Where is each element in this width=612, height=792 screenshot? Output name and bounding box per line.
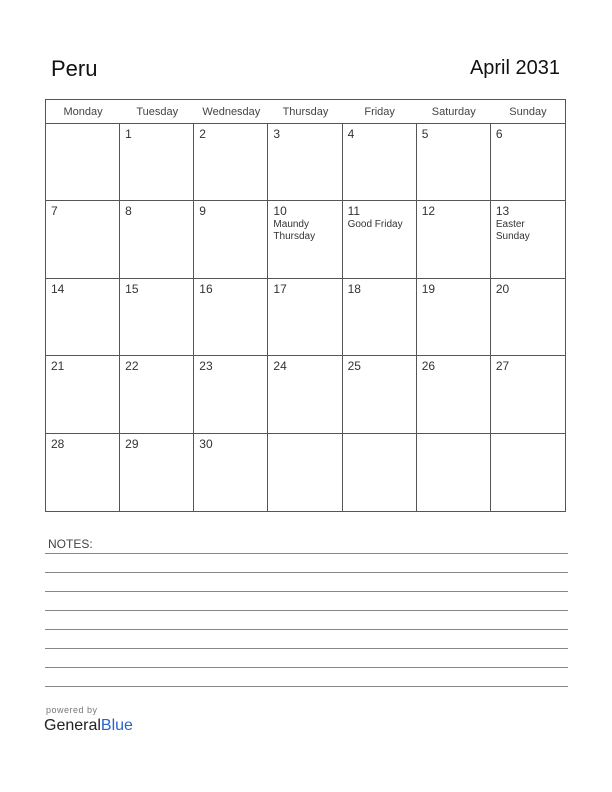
day-cell[interactable] bbox=[194, 201, 268, 278]
day-number: 21 bbox=[51, 359, 65, 374]
day-cell[interactable] bbox=[417, 279, 491, 356]
day-cell[interactable] bbox=[120, 279, 194, 356]
country-title: Peru bbox=[51, 56, 98, 81]
day-number: 12 bbox=[421, 204, 436, 219]
note-line bbox=[45, 667, 568, 668]
day-number: 22 bbox=[125, 359, 139, 374]
day-number: 14 bbox=[51, 281, 65, 296]
day-number: 25 bbox=[347, 359, 361, 374]
weekday-thursday: Thursday bbox=[282, 106, 329, 118]
day-cell[interactable] bbox=[120, 356, 194, 433]
day-cell[interactable] bbox=[268, 279, 342, 356]
day-cell[interactable] bbox=[491, 124, 565, 201]
weekday-wednesday: Wednesday bbox=[202, 106, 261, 118]
day-number: 20 bbox=[495, 281, 510, 296]
day-number: 5 bbox=[421, 127, 429, 141]
note-line bbox=[45, 572, 568, 573]
day-cell[interactable] bbox=[343, 434, 417, 511]
weekday-friday: Friday bbox=[364, 106, 395, 118]
day-cell[interactable] bbox=[417, 124, 491, 201]
day-number: 23 bbox=[199, 359, 213, 374]
day-number: 11 bbox=[347, 204, 361, 219]
holiday-label: Maundy Thursday bbox=[273, 219, 316, 243]
day-cell[interactable] bbox=[343, 201, 417, 278]
day-cell[interactable] bbox=[268, 124, 342, 201]
day-number: 9 bbox=[199, 204, 206, 219]
day-number: 15 bbox=[125, 281, 139, 296]
note-line bbox=[45, 591, 568, 592]
day-cell[interactable] bbox=[491, 279, 565, 356]
notes-label: NOTES: bbox=[48, 537, 93, 551]
day-number: 16 bbox=[199, 281, 213, 296]
holiday-label: Good Friday bbox=[347, 219, 403, 231]
month-year-title: April 2031 bbox=[469, 57, 560, 79]
day-cell[interactable] bbox=[491, 201, 565, 278]
day-cell[interactable] bbox=[194, 279, 268, 356]
holiday-label: Easter Sunday bbox=[495, 219, 530, 243]
note-line bbox=[45, 629, 568, 630]
day-cell[interactable] bbox=[268, 356, 342, 433]
powered-by-text: powered by bbox=[46, 705, 98, 715]
weekday-saturday: Saturday bbox=[431, 106, 476, 118]
note-line bbox=[45, 610, 568, 611]
note-line bbox=[45, 686, 568, 687]
weekday-sunday: Sunday bbox=[509, 106, 547, 118]
day-number: 24 bbox=[273, 359, 287, 374]
day-cell[interactable] bbox=[343, 124, 417, 201]
day-cell[interactable] bbox=[46, 434, 120, 511]
day-cell[interactable] bbox=[120, 124, 194, 201]
day-number: 1 bbox=[125, 127, 132, 141]
day-number: 30 bbox=[199, 436, 213, 451]
day-cell[interactable] bbox=[343, 356, 417, 433]
calendar-body bbox=[46, 124, 565, 511]
day-cell[interactable] bbox=[417, 356, 491, 433]
day-cell[interactable] bbox=[268, 434, 342, 511]
calendar-grid bbox=[45, 99, 566, 512]
day-number: 10 bbox=[273, 204, 287, 219]
day-cell[interactable] bbox=[343, 279, 417, 356]
day-cell[interactable] bbox=[194, 124, 268, 201]
day-cell[interactable] bbox=[46, 124, 120, 201]
day-cell[interactable] bbox=[46, 201, 120, 278]
day-cell[interactable] bbox=[417, 201, 491, 278]
note-line bbox=[45, 553, 568, 554]
day-number: 2 bbox=[199, 127, 206, 141]
day-cell[interactable] bbox=[194, 356, 268, 433]
day-number: 18 bbox=[347, 281, 361, 296]
day-number: 6 bbox=[495, 127, 503, 141]
day-cell[interactable] bbox=[46, 356, 120, 433]
day-number: 19 bbox=[421, 281, 436, 296]
day-cell[interactable] bbox=[120, 201, 194, 278]
day-number: 29 bbox=[125, 436, 139, 451]
day-cell[interactable] bbox=[491, 434, 565, 511]
day-cell[interactable] bbox=[46, 279, 120, 356]
day-cell[interactable] bbox=[491, 356, 565, 433]
weekday-header-row bbox=[46, 100, 565, 124]
day-number: 7 bbox=[51, 204, 58, 219]
brand-blue: Blue bbox=[100, 717, 133, 734]
day-number: 17 bbox=[273, 281, 287, 296]
note-line bbox=[45, 648, 568, 649]
day-number: 27 bbox=[495, 359, 510, 374]
day-cell[interactable] bbox=[194, 434, 268, 511]
day-number: 28 bbox=[51, 436, 65, 451]
day-number: 13 bbox=[495, 204, 510, 219]
day-cell[interactable] bbox=[268, 201, 342, 278]
weekday-tuesday: Tuesday bbox=[136, 106, 179, 118]
day-number: 3 bbox=[273, 127, 281, 141]
day-number: 26 bbox=[421, 359, 436, 374]
generalblue-logo[interactable] bbox=[44, 717, 133, 735]
notes-lines bbox=[45, 553, 568, 705]
day-number: 4 bbox=[347, 127, 355, 141]
brand-general: General bbox=[44, 717, 101, 734]
day-cell[interactable] bbox=[120, 434, 194, 511]
weekday-monday: Monday bbox=[63, 106, 103, 118]
day-cell[interactable] bbox=[417, 434, 491, 511]
day-number: 8 bbox=[125, 204, 132, 219]
